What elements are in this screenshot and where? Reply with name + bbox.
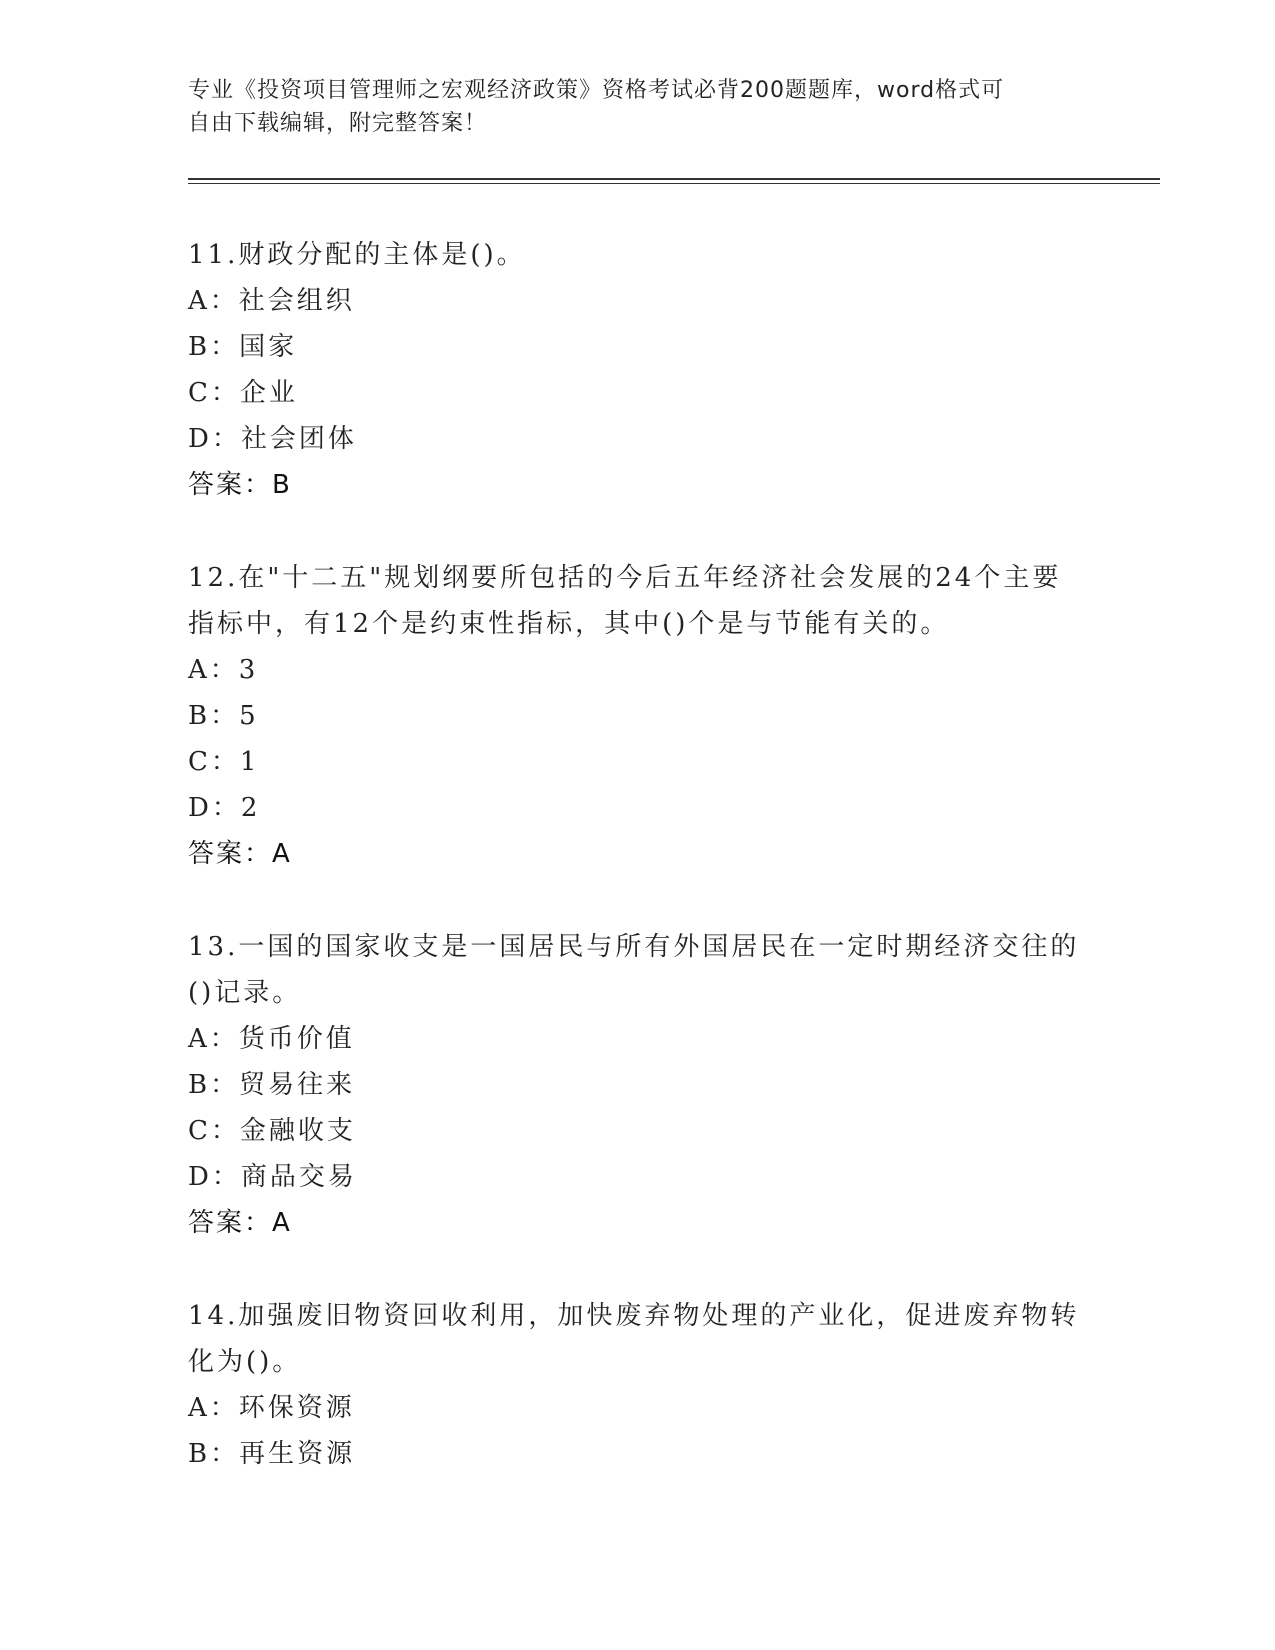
- option-c: C：金融收支: [188, 1116, 356, 1146]
- question-13: [188, 924, 1088, 1246]
- header-line-2: 自由下载编辑，附完整答案！: [188, 111, 488, 136]
- answer: 答案：A: [188, 1208, 292, 1238]
- answer: 答案：B: [188, 470, 292, 500]
- option-a: A：社会组织: [188, 286, 355, 316]
- question-stem-line-2: 指标中，有12个是约束性指标，其中()个是与节能有关的。: [188, 609, 950, 639]
- option-a: A：环保资源: [188, 1393, 355, 1423]
- option-b: B：再生资源: [188, 1439, 356, 1469]
- question-14: [188, 1293, 1088, 1477]
- answer: 答案：A: [188, 839, 292, 869]
- question-stem-line-1: 13.一国的国家收支是一国居民与所有外国居民在一定时期经济交往的: [188, 932, 1080, 962]
- option-c: C：企业: [188, 378, 298, 408]
- option-d: D：商品交易: [188, 1162, 357, 1192]
- document-header: [188, 74, 1068, 140]
- question-stem-line-2: ()记录。: [188, 978, 302, 1008]
- question-stem-line-1: 14.加强废旧物资回收利用，加快废弃物处理的产业化，促进废弃物转: [188, 1301, 1080, 1331]
- option-d: D：社会团体: [188, 424, 357, 454]
- header-divider-thin: [188, 183, 1160, 184]
- question-stem-line-2: 化为()。: [188, 1347, 302, 1377]
- header-line-1: 专业《投资项目管理师之宏观经济政策》资格考试必背200题题库，word格式可: [188, 78, 1005, 103]
- option-b: B：5: [188, 701, 259, 731]
- question-11: [188, 232, 1088, 508]
- question-12: [188, 555, 1088, 877]
- question-stem-line-1: 12.在"十二五"规划纲要所包括的今后五年经济社会发展的24个主要: [188, 563, 1062, 593]
- question-stem: 11.财政分配的主体是()。: [188, 240, 526, 270]
- question-list: [188, 232, 1088, 1524]
- option-a: A：3: [188, 655, 259, 685]
- option-a: A：货币价值: [188, 1024, 355, 1054]
- option-d: D：2: [188, 793, 261, 823]
- option-c: C：1: [188, 747, 260, 777]
- header-divider-thick: [188, 178, 1160, 180]
- option-b: B：国家: [188, 332, 298, 362]
- option-b: B：贸易往来: [188, 1070, 356, 1100]
